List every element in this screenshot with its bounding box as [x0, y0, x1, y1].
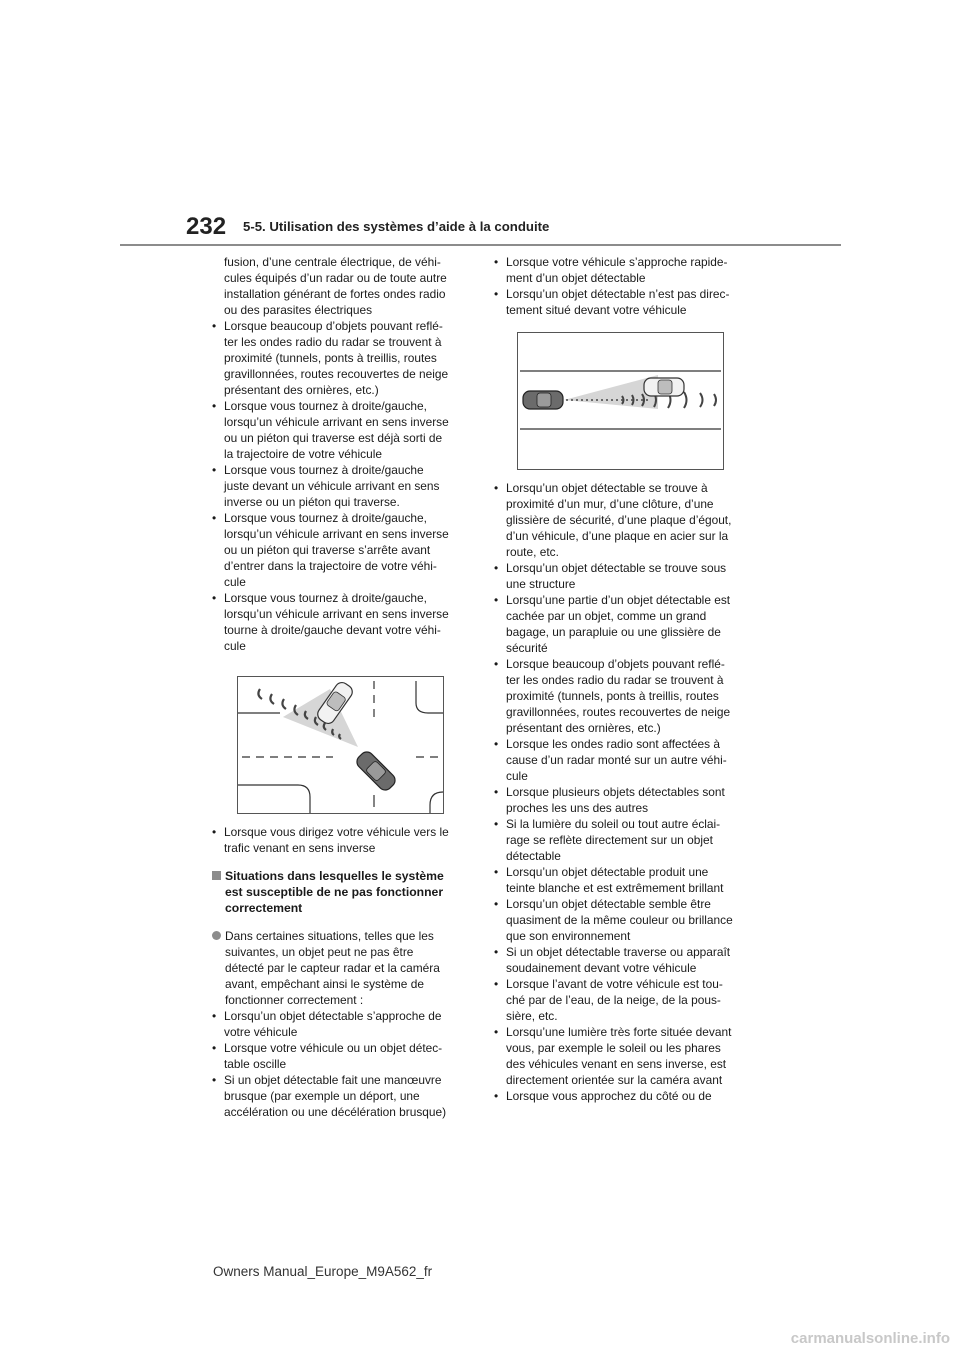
text-line: avant, empêchant ainsi le système de [225, 977, 424, 991]
list-item [494, 1024, 749, 1088]
right-column [494, 254, 749, 1104]
text-line: • Lorsque vous approchez du côté ou de [506, 1089, 712, 1103]
text-line: ché par de l’eau, de la neige, de la pous- [506, 993, 721, 1007]
text-line: lorsqu’un véhicule arrivant en sens inverse [224, 527, 449, 541]
text-line: • Si la lumière du soleil ou tout autre éclai- [506, 817, 721, 831]
text-line: présentant des ornières, etc.) [506, 721, 661, 735]
list-item [212, 824, 467, 856]
text-line: d’entrer dans la trajectoire de votre véhi- [224, 559, 437, 573]
text-line: • Si un objet détectable fait une manœuvre [224, 1073, 442, 1087]
text-line: • Lorsqu’une partie d’un objet détectable est [506, 593, 731, 607]
list-item [212, 1008, 467, 1040]
turning-intersection-illustration [237, 676, 444, 814]
text-line: • Lorsqu’un objet détectable s’approche de [224, 1009, 442, 1023]
list-item [212, 510, 467, 590]
text-line: route, etc. [506, 545, 559, 559]
list-item [494, 896, 749, 944]
list-item [494, 976, 749, 1024]
offset-target-illustration [517, 332, 724, 470]
text-line: que son environnement [506, 929, 631, 943]
text-line: • Lorsque votre véhicule s’approche rapide- [506, 255, 728, 269]
text-line: • Lorsque beaucoup d’objets pouvant reflé- [506, 657, 725, 671]
text-line: • Lorsqu’un objet détectable se trouve sous [506, 561, 727, 575]
left-column [212, 254, 467, 1120]
footer-manual-id: Owners Manual_Europe_M9A562_fr [213, 1264, 433, 1279]
list-item [494, 254, 749, 286]
text-line: • Lorsqu’un objet détectable semble être [506, 897, 711, 911]
text-line: présentant des ornières, etc.) [224, 383, 379, 397]
text-line: Dans certaines situations, telles que les [225, 929, 434, 943]
text-line: proches les uns des autres [506, 801, 649, 815]
text-line: table oscille [224, 1057, 287, 1071]
text-line: rage se reflète directement sur un objet [506, 833, 713, 847]
text-line: tourne à droite/gauche devant votre véhi- [224, 623, 441, 637]
text-line: cules équipés d’un radar ou de toute autre [224, 271, 447, 285]
text-line: correctement [225, 901, 303, 915]
list-item [212, 318, 467, 398]
text-line: proximité d’un mur, d’une clôture, d’une [506, 497, 714, 511]
list-item [494, 864, 749, 896]
text-line: gravillonnées, routes recouvertes de neige [224, 367, 449, 381]
text-line: votre véhicule [224, 1025, 298, 1039]
header-divider [120, 244, 841, 246]
list-item [212, 1040, 467, 1072]
own-vehicle-icon [354, 749, 398, 793]
text-line: suivantes, un objet peut ne pas être [225, 945, 414, 959]
text-line: inverse ou un piéton qui traverse. [224, 495, 400, 509]
text-line: ter les ondes radio du radar se trouvent à [224, 335, 442, 349]
intro-continuation [212, 254, 467, 318]
page-header [0, 0, 960, 250]
list-item [494, 784, 749, 816]
text-line: d’un véhicule, d’une plaque en acier sur la [506, 529, 729, 543]
text-line: ment d’un objet détectable [506, 271, 646, 285]
text-line: cule [506, 769, 528, 783]
text-line: lorsqu’un véhicule arrivant en sens inverse [224, 607, 449, 621]
text-line: bagage, un parapluie ou une glissière de [506, 625, 721, 639]
list-item [494, 944, 749, 976]
subheading [212, 868, 467, 916]
text-line: quasiment de la même couleur ou brillance [506, 913, 733, 927]
page-number: 232 [186, 213, 227, 240]
text-line: • Lorsqu’un objet détectable produit une [506, 865, 709, 879]
text-line: glissière de sécurité, d’une plaque d’égout, [506, 513, 732, 527]
text-line: cachée par un objet, comme un grand [506, 609, 707, 623]
text-line: • Si un objet détectable traverse ou apparaît [506, 945, 731, 959]
circle-paragraph [212, 928, 467, 1008]
circle-marker-icon [212, 931, 221, 940]
text-line: fonctionner correctement : [225, 993, 364, 1007]
text-line: • Lorsqu’une lumière très forte située devant [506, 1025, 732, 1039]
list-item [494, 736, 749, 784]
list-item [212, 1072, 467, 1120]
text-line: soudainement devant votre véhicule [506, 961, 697, 975]
text-line: ter les ondes radio du radar se trouvent à [506, 673, 724, 687]
text-line: installation générant de fortes ondes radio [224, 287, 446, 301]
list-item [494, 592, 749, 656]
list-item [494, 816, 749, 864]
text-line: sière, etc. [506, 1009, 558, 1023]
text-line: trafic venant en sens inverse [224, 841, 376, 855]
text-line: directement orientée sur la caméra avant [506, 1073, 723, 1087]
list-item [212, 590, 467, 654]
watermark: carmanualsonline.info [790, 1330, 950, 1347]
text-line: juste devant un véhicule arrivant en sens [224, 479, 440, 493]
text-line: des véhicules venant en sens inverse, est [506, 1057, 727, 1071]
text-line: • Lorsqu’un objet détectable n’est pas direc- [506, 287, 730, 301]
list-item [494, 560, 749, 592]
list-item [494, 656, 749, 736]
text-line: tement situé devant votre véhicule [506, 303, 687, 317]
text-line: lorsqu’un véhicule arrivant en sens inverse [224, 415, 449, 429]
text-line: • Lorsque vous dirigez votre véhicule vers le [224, 825, 449, 839]
text-line: est susceptible de ne pas fonctionner [225, 885, 444, 899]
text-line: cule [224, 575, 246, 589]
text-line: détectable [506, 849, 561, 863]
list-item [494, 286, 749, 318]
text-line: brusque (par exemple un déport, une [224, 1089, 420, 1103]
text-line: • Lorsque les ondes radio sont affectées à [506, 737, 720, 751]
text-line: • Lorsque vous tournez à droite/gauche, [224, 399, 427, 413]
list-item [494, 480, 749, 560]
text-line: sécurité [506, 641, 548, 655]
target-vehicle-icon [644, 378, 684, 396]
text-line: proximité (tunnels, ponts à treillis, routes [224, 351, 437, 365]
text-line: accélération ou une décélération brusque) [224, 1105, 447, 1119]
own-vehicle-icon [523, 391, 563, 409]
text-line: la trajectoire de votre véhicule [224, 447, 382, 461]
text-line: cause d’un radar monté sur un autre véhi- [506, 753, 727, 767]
list-item [212, 398, 467, 462]
text-line: ou un piéton qui traverse est déjà sorti de [224, 431, 443, 445]
text-line: ou un piéton qui traverse s’arrête avant [224, 543, 431, 557]
text-line: • Lorsque plusieurs objets détectables sont [506, 785, 725, 799]
text-line: • Lorsque beaucoup d’objets pouvant reflé- [224, 319, 443, 333]
text-line: vous, par exemple le soleil ou les phares [506, 1041, 721, 1055]
text-line: proximité (tunnels, ponts à treillis, routes [506, 689, 719, 703]
text-line: • Lorsque vous tournez à droite/gauche, [224, 591, 427, 605]
list-item [212, 462, 467, 510]
list-item [494, 1088, 749, 1104]
text-line: une structure [506, 577, 576, 591]
text-line: détecté par le capteur radar et la caméra [225, 961, 440, 975]
text-line: • Lorsqu’un objet détectable se trouve à [506, 481, 708, 495]
text-line: ou des parasites électriques [224, 303, 373, 317]
text-line: • Lorsque l’avant de votre véhicule est tou- [506, 977, 723, 991]
text-line: teinte blanche et est extrêmement brillant [506, 881, 724, 895]
text-line: cule [224, 639, 246, 653]
text-line: fusion, d’une centrale électrique, de véhi- [224, 255, 441, 269]
text-line: Situations dans lesquelles le système [225, 869, 444, 883]
text-line: gravillonnées, routes recouvertes de neige [506, 705, 731, 719]
square-marker-icon [212, 871, 221, 880]
text-line: • Lorsque vous tournez à droite/gauche, [224, 511, 427, 525]
text-line: • Lorsque votre véhicule ou un objet détec- [224, 1041, 443, 1055]
text-line: • Lorsque vous tournez à droite/gauche [224, 463, 424, 477]
lane-diagram [518, 333, 723, 469]
intersection-diagram [238, 677, 443, 813]
section-title: 5-5. Utilisation des systèmes d’aide à la conduite [243, 219, 550, 234]
